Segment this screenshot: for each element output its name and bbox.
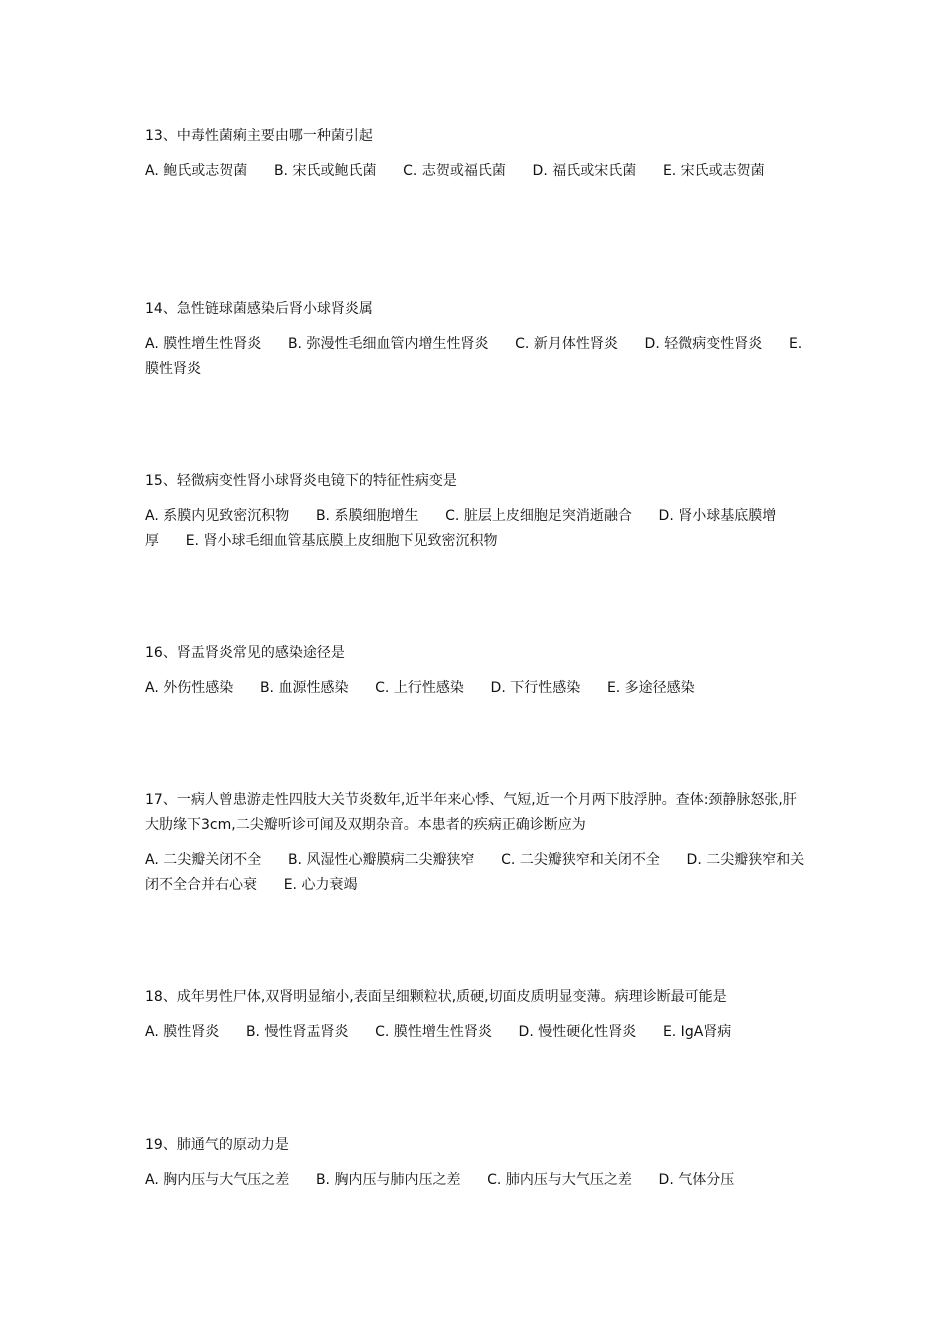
option-e: E. 宋氏或志贺菌 (662, 163, 765, 179)
question-13 (145, 124, 809, 184)
option-d: D. 福氏或宋氏菌 (532, 163, 637, 179)
option-c: C. 膜性增生性肾炎 (375, 1024, 492, 1040)
question-stem: 16、肾盂肾炎常见的感染途径是 (145, 645, 345, 661)
option-c: C. 志贺或福氏菌 (403, 163, 506, 179)
option-a: A. 膜性肾炎 (145, 1024, 220, 1040)
option-d: D. 慢性硬化性肾炎 (518, 1024, 637, 1040)
question-stem: 13、中毒性菌痢主要由哪一种菌引起 (145, 128, 373, 144)
option-c: C. 肺内压与大气压之差 (487, 1172, 632, 1188)
question-stem: 17、一病人曾患游走性四肢大关节炎数年,近半年来心悸、气短,近一个月两下肢浮肿。查体:颈静脉怒张,肝大肋缘下3cm,二尖瓣听诊可闻及双期杂音。本患者的疾病正确诊断应为 (145, 792, 797, 833)
option-b: B. 系膜细胞增生 (315, 508, 419, 524)
question-options (145, 504, 809, 554)
question-stem: 19、肺通气的原动力是 (145, 1137, 289, 1153)
question-15 (145, 469, 809, 554)
option-e: E. 心力衰竭 (283, 877, 358, 893)
option-b: B. 弥漫性毛细血管内增生性肾炎 (287, 336, 489, 352)
option-a: A. 鲍氏或志贺菌 (145, 163, 248, 179)
question-17 (145, 788, 809, 898)
option-c: C. 新月体性肾炎 (515, 336, 618, 352)
option-e: E. 多途径感染 (606, 680, 695, 696)
question-14 (145, 297, 809, 382)
question-stem: 18、成年男性尸体,双肾明显缩小,表面呈细颗粒状,质硬,切面皮质明显变薄。病理诊断最可能是 (145, 989, 727, 1005)
question-stem: 14、急性链球菌感染后肾小球肾炎属 (145, 301, 373, 317)
option-b: B. 慢性肾盂肾炎 (245, 1024, 349, 1040)
option-c: C. 上行性感染 (375, 680, 464, 696)
option-a: A. 胸内压与大气压之差 (145, 1172, 290, 1188)
option-a: A. 二尖瓣关闭不全 (145, 852, 262, 868)
option-b: B. 风湿性心瓣膜病二尖瓣狭窄 (287, 852, 475, 868)
option-a: A. 膜性增生性肾炎 (145, 336, 262, 352)
question-stem: 15、轻微病变性肾小球肾炎电镜下的特征性病变是 (145, 473, 457, 489)
option-a: A. 系膜内见致密沉积物 (145, 508, 290, 524)
option-d: D. 肾小球基底膜增厚 (145, 508, 777, 549)
question-options (145, 159, 809, 184)
option-d: D. 气体分压 (658, 1172, 735, 1188)
question-options (145, 848, 809, 898)
option-b: B. 宋氏或鲍氏菌 (273, 163, 377, 179)
option-e: E. 膜性肾炎 (145, 336, 807, 377)
option-e: E. IgA肾病 (662, 1024, 732, 1040)
option-e: E. 肾小球毛细血管基底膜上皮细胞下见致密沉积物 (185, 533, 498, 549)
option-b: B. 胸内压与肺内压之差 (315, 1172, 461, 1188)
question-options (145, 1020, 809, 1045)
question-options (145, 332, 809, 382)
option-b: B. 血源性感染 (259, 680, 349, 696)
option-d: D. 轻微病变性肾炎 (644, 336, 763, 352)
option-a: A. 外伤性感染 (145, 680, 234, 696)
option-c: C. 脏层上皮细胞足突消逝融合 (445, 508, 632, 524)
question-18 (145, 985, 809, 1045)
question-options (145, 676, 809, 701)
question-16 (145, 641, 809, 701)
option-c: C. 二尖瓣狭窄和关闭不全 (501, 852, 660, 868)
option-d: D. 下行性感染 (490, 680, 581, 696)
question-options (145, 1168, 809, 1193)
option-d: D. 二尖瓣狭窄和关闭不全合并右心衰 (145, 852, 805, 893)
question-19 (145, 1133, 809, 1193)
